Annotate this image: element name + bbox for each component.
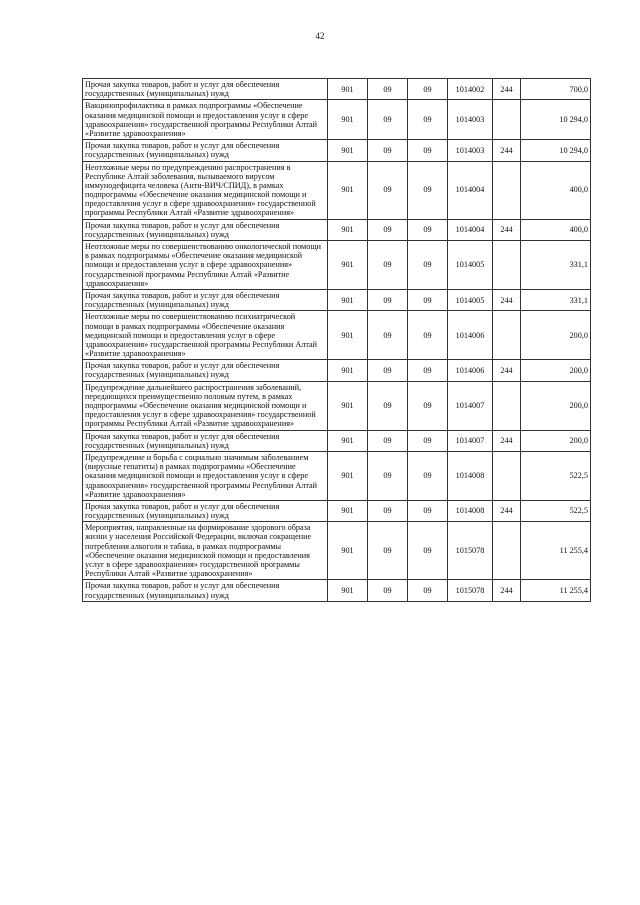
row-description: Вакцинопрофилактика в рамках подпрограммы «Обеспечение оказания медицинской помощи и предоставления услуг в сфере здравоохранения» государственной программы Республики Алтай «Развитие здравоохранения» (83, 100, 328, 140)
subsection-code: 09 (408, 241, 448, 290)
table-row (83, 522, 591, 580)
section-code: 09 (368, 241, 408, 290)
table-row (83, 451, 591, 500)
amount: 11 255,4 (521, 580, 591, 601)
amount: 400,0 (521, 161, 591, 219)
table-row (83, 580, 591, 601)
table-row (83, 219, 591, 240)
table-row (83, 360, 591, 381)
table-row (83, 79, 591, 100)
table-row (83, 500, 591, 521)
subsection-code: 09 (408, 360, 448, 381)
row-description: Мероприятия, направленные на формирование здорового образа жизни у населения Российской Федерации, включая сокращение потребления алкоголя и табака, в рамках подпрограммы «Обеспечение оказания медицинской помощи и предоставления услуг в сфере здравоохранения» государственной программы Республики Алтай «Развитие здравоохранения» (83, 522, 328, 580)
target-article-code: 1014005 (448, 241, 493, 290)
expense-type-code: 244 (493, 140, 521, 161)
admin-code: 901 (328, 522, 368, 580)
section-code: 09 (368, 522, 408, 580)
expense-type-code: 244 (493, 360, 521, 381)
subsection-code: 09 (408, 161, 448, 219)
section-code: 09 (368, 500, 408, 521)
admin-code: 901 (328, 219, 368, 240)
subsection-code: 09 (408, 79, 448, 100)
section-code: 09 (368, 140, 408, 161)
admin-code: 901 (328, 79, 368, 100)
table-row (83, 140, 591, 161)
section-code: 09 (368, 219, 408, 240)
row-description: Прочая закупка товаров, работ и услуг для обеспечения государственных (муниципальных) нужд (83, 430, 328, 451)
subsection-code: 09 (408, 500, 448, 521)
target-article-code: 1014008 (448, 451, 493, 500)
section-code: 09 (368, 100, 408, 140)
amount: 200,0 (521, 430, 591, 451)
row-description: Прочая закупка товаров, работ и услуг для обеспечения государственных (муниципальных) нужд (83, 289, 328, 310)
target-article-code: 1014005 (448, 289, 493, 310)
admin-code: 901 (328, 289, 368, 310)
amount: 11 255,4 (521, 522, 591, 580)
expense-type-code: 244 (493, 289, 521, 310)
amount: 10 294,0 (521, 100, 591, 140)
table-row (83, 381, 591, 430)
admin-code: 901 (328, 451, 368, 500)
amount: 400,0 (521, 219, 591, 240)
target-article-code: 1014004 (448, 161, 493, 219)
expense-type-code: 244 (493, 430, 521, 451)
row-description: Прочая закупка товаров, работ и услуг для обеспечения государственных (муниципальных) нужд (83, 360, 328, 381)
amount: 522,5 (521, 451, 591, 500)
target-article-code: 1014006 (448, 311, 493, 360)
target-article-code: 1015078 (448, 580, 493, 601)
subsection-code: 09 (408, 381, 448, 430)
amount: 522,5 (521, 500, 591, 521)
budget-table (82, 78, 591, 602)
admin-code: 901 (328, 161, 368, 219)
admin-code: 901 (328, 360, 368, 381)
row-description: Прочая закупка товаров, работ и услуг для обеспечения государственных (муниципальных) нужд (83, 580, 328, 601)
table-body (83, 79, 591, 602)
admin-code: 901 (328, 430, 368, 451)
table-row (83, 430, 591, 451)
table-row (83, 311, 591, 360)
expense-type-code (493, 522, 521, 580)
expense-type-code (493, 161, 521, 219)
row-description: Предупреждение дальнейшего распространения заболеваний, передающихся преимущественно половым путем, в рамках подпрограммы «Обеспечение оказания медицинской помощи и предоставления услуг в сфере здравоохранения» государственной программы Республики Алтай «Развитие здравоохранения» (83, 381, 328, 430)
section-code: 09 (368, 161, 408, 219)
expense-type-code (493, 311, 521, 360)
row-description: Неотложные меры по совершенствованию онкологической помощи в рамках подпрограммы «Обеспечение оказания медицинской помощи и предоставления услуг в сфере здравоохранения» государственной программы Республики Алтай «Развитие здравоохранения» (83, 241, 328, 290)
section-code: 09 (368, 289, 408, 310)
row-description: Прочая закупка товаров, работ и услуг для обеспечения государственных (муниципальных) нужд (83, 79, 328, 100)
admin-code: 901 (328, 500, 368, 521)
admin-code: 901 (328, 311, 368, 360)
admin-code: 901 (328, 100, 368, 140)
amount: 331,1 (521, 241, 591, 290)
section-code: 09 (368, 311, 408, 360)
amount: 200,0 (521, 360, 591, 381)
admin-code: 901 (328, 580, 368, 601)
target-article-code: 1014004 (448, 219, 493, 240)
amount: 700,0 (521, 79, 591, 100)
section-code: 09 (368, 79, 408, 100)
expense-type-code (493, 100, 521, 140)
amount: 200,0 (521, 311, 591, 360)
section-code: 09 (368, 580, 408, 601)
target-article-code: 1015078 (448, 522, 493, 580)
expense-type-code: 244 (493, 79, 521, 100)
subsection-code: 09 (408, 580, 448, 601)
expense-type-code (493, 451, 521, 500)
table-row (83, 100, 591, 140)
subsection-code: 09 (408, 140, 448, 161)
subsection-code: 09 (408, 522, 448, 580)
subsection-code: 09 (408, 311, 448, 360)
admin-code: 901 (328, 381, 368, 430)
target-article-code: 1014008 (448, 500, 493, 521)
target-article-code: 1014007 (448, 381, 493, 430)
target-article-code: 1014002 (448, 79, 493, 100)
expense-type-code (493, 381, 521, 430)
section-code: 09 (368, 451, 408, 500)
section-code: 09 (368, 430, 408, 451)
target-article-code: 1014003 (448, 140, 493, 161)
row-description: Прочая закупка товаров, работ и услуг для обеспечения государственных (муниципальных) нужд (83, 500, 328, 521)
subsection-code: 09 (408, 289, 448, 310)
row-description: Неотложные меры по предупреждению распространения в Республике Алтай заболевания, вызываемого вирусом иммунодефицита человека (Анти-ВИЧ/СПИД), в рамках подпрограммы «Обеспечение оказания медицинской помощи и предоставления услуг в сфере здравоохранения» государственной программы Республики Алтай «Развитие здравоохранения» (83, 161, 328, 219)
row-description: Неотложные меры по совершенствованию психиатрической помощи в рамках подпрограммы «Обеспечение оказания медицинской помощи и предоставления услуг в сфере здравоохранения» государственной программы Республики Алтай «Развитие здравоохранения» (83, 311, 328, 360)
expense-type-code: 244 (493, 219, 521, 240)
table-row (83, 241, 591, 290)
target-article-code: 1014006 (448, 360, 493, 381)
amount: 331,1 (521, 289, 591, 310)
expense-type-code: 244 (493, 580, 521, 601)
table-row (83, 289, 591, 310)
row-description: Прочая закупка товаров, работ и услуг для обеспечения государственных (муниципальных) нужд (83, 219, 328, 240)
admin-code: 901 (328, 140, 368, 161)
section-code: 09 (368, 360, 408, 381)
subsection-code: 09 (408, 100, 448, 140)
table-row (83, 161, 591, 219)
row-description: Прочая закупка товаров, работ и услуг для обеспечения государственных (муниципальных) нужд (83, 140, 328, 161)
target-article-code: 1014007 (448, 430, 493, 451)
row-description: Предупреждение и борьба с социально значимым заболеванием (вирусные гепатиты) в рамках подпрограммы «Обеспечение оказания медицинской помощи и предоставления услуг в сфере здравоохранения» государственной программы Республики Алтай «Развитие здравоохранения» (83, 451, 328, 500)
subsection-code: 09 (408, 219, 448, 240)
expense-type-code: 244 (493, 500, 521, 521)
section-code: 09 (368, 381, 408, 430)
page-number: 42 (315, 31, 325, 41)
subsection-code: 09 (408, 451, 448, 500)
subsection-code: 09 (408, 430, 448, 451)
admin-code: 901 (328, 241, 368, 290)
target-article-code: 1014003 (448, 100, 493, 140)
amount: 10 294,0 (521, 140, 591, 161)
amount: 200,0 (521, 381, 591, 430)
expense-type-code (493, 241, 521, 290)
